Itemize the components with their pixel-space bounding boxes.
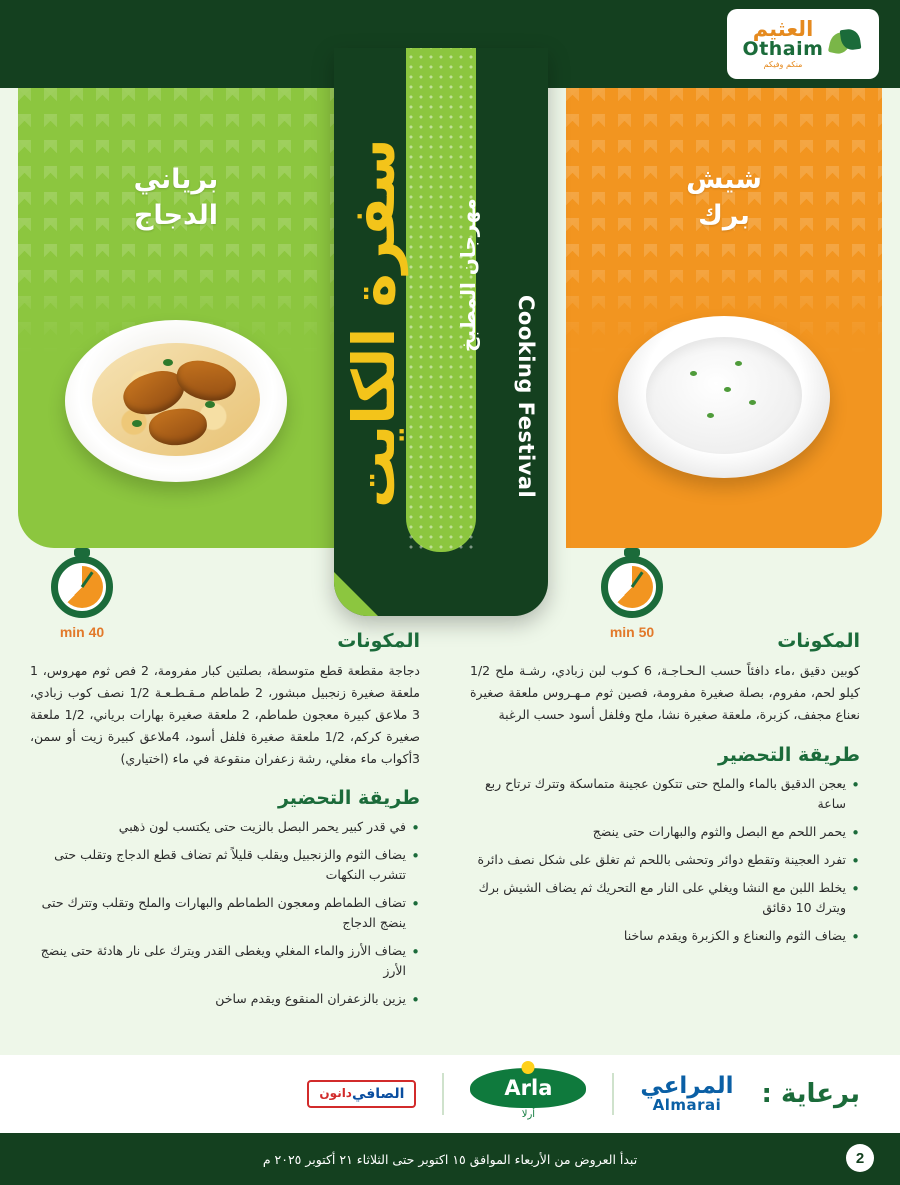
dish-photo-biryani xyxy=(65,320,287,482)
offer-validity-note: تبدأ العروض من الأربعاء الموافق ١٥ اكتوبر حتى الثلاثاء ٢١ أكتوبر ٢٠٢٥ م xyxy=(262,1151,638,1167)
footer-bar xyxy=(0,1133,900,1185)
cook-time-biryani xyxy=(22,556,142,640)
ingredients-text: دجاجة مقطعة قطع متوسطة، بصلتين كبار مفرومة، 2 فص ثوم مهروس، 1 ملعقة صغيرة زنجبيل مبشور، 2 طماطم مـقـطـعـة 1/2 نصف كوب زبادي، 3 ملاعق كبيرة معجون طماطم، 2 ملعقة صغيرة بهارات برياني، 1/2 ملعقة صغيرة كركم، 1/2 ملعقة صغيرة فلفل أسود، 4ملاعق كبيرة زيت أو سمن، 3أكواب ماء مغلي، رشة زعفران منقوعة في ماء (اختياري) xyxy=(30,663,421,766)
cook-time-value: 40 min xyxy=(59,624,105,640)
sponsor-logo-arla[interactable] xyxy=(470,1068,586,1121)
sponsor-logo-safi-danone[interactable] xyxy=(307,1080,416,1108)
recipe-card-shish-barak[interactable] xyxy=(566,88,882,548)
sponsor-name-en: Almarai xyxy=(652,1096,722,1114)
list-item: • تفرد العجينة وتقطع دوائر وتحشى باللحم ثم تغلق على شكل نصف دائرة xyxy=(470,850,860,870)
list-item: • في قدر كبير يحمر البصل بالزيت حتى يكتسب لون ذهبي xyxy=(30,817,420,837)
method-heading: طريقة التحضير xyxy=(717,743,860,766)
list-item: • تضاف الطماطم ومعجون الطماطم والبهارات والملح وتقلب وتترك حتى ينضج الدجاج xyxy=(30,893,420,933)
leaf-icon xyxy=(829,27,863,61)
recipe-text-shish xyxy=(470,630,860,954)
banner-subtitle-ar: مهرجان المطبخ xyxy=(456,198,480,352)
dish-title-line2: الدجاج xyxy=(133,200,219,232)
list-item: • يحمر اللحم مع البصل والثوم والبهارات حتى ينضج xyxy=(470,822,860,842)
sponsor-name-ar: أرلا xyxy=(521,1108,536,1120)
brand-name-en: Othaim xyxy=(742,38,824,61)
banner-title-ar: سفرة الكايت xyxy=(340,138,408,508)
method-heading: طريقة التحضير xyxy=(277,787,420,810)
divider xyxy=(612,1073,614,1115)
dish-title-biryani xyxy=(18,162,334,235)
brand-tagline: منكم وفيكم xyxy=(763,60,803,70)
recipe-card-biryani[interactable] xyxy=(18,88,334,548)
sponsor-logo-almarai[interactable] xyxy=(640,1075,733,1113)
list-item: • يضاف الثوم والنعناع و الكزبرة ويقدم ساخنا xyxy=(470,926,860,946)
list-item: • يضاف الثوم والزنجبيل ويقلب قليلاً ثم تضاف قطع الدجاج وتقلب حتى تتشرب النكهات xyxy=(30,845,420,885)
sponsors-bar xyxy=(0,1055,900,1133)
ingredients-heading: المكونات xyxy=(777,630,860,652)
dish-title-line1: شيش xyxy=(686,164,762,195)
corner-fold-decor xyxy=(334,572,378,616)
sponsors-label: برعاية : xyxy=(761,1079,860,1109)
list-item: • يعجن الدقيق بالماء والملح حتى تتكون عجينة متماسكة وتترك ترتاح ربع ساعة xyxy=(470,774,860,814)
method-steps xyxy=(30,817,420,1009)
recipe-text-biryani xyxy=(30,630,420,1017)
timer-icon xyxy=(601,556,663,618)
ingredients-heading: المكونات xyxy=(337,630,420,652)
timer-icon xyxy=(51,556,113,618)
ingredients-text: كوبين دقيق ،ماء دافئاً حسب الـحـاجـة، 6 كـوب لبن زبادي، رشـة ملح 1/2 كيلو لحم، مفروم، بصلة صغيرة مفرومة، فصين ثوم مـهـروس ملعقة صغيرة نعناع مجفف، كزبرة، ملعقة صغيرة نشا، ملح وفلفل أسود حسب الرغبة xyxy=(470,663,860,722)
festival-banner xyxy=(334,48,548,616)
cook-time-shish xyxy=(572,556,692,640)
sponsor-name-en: دانون xyxy=(319,1086,352,1101)
divider xyxy=(442,1073,444,1115)
sponsor-name-ar: المراعي xyxy=(640,1073,734,1099)
brand-name-ar: العثيم xyxy=(752,17,814,42)
method-steps xyxy=(470,774,860,946)
banner-title-en: Cooking Festival xyxy=(514,294,538,498)
sponsor-name-en: Arla xyxy=(470,1068,586,1108)
dish-title-line1: برياني xyxy=(133,164,219,195)
othaim-logo[interactable] xyxy=(727,9,879,79)
list-item: • يخلط اللبن مع النشا ويغلي على النار مع التحريك ثم يضاف الشيش برك ويترك 10 دقائق xyxy=(470,878,860,918)
sponsor-name-ar: الصافي xyxy=(351,1085,405,1102)
page-number: 2 xyxy=(846,1144,874,1172)
list-item: • يضاف الأرز والماء المغلي ويغطى القدر ويترك على نار هادئة حتى ينضج الأرز xyxy=(30,941,420,981)
cook-time-value: 50 min xyxy=(609,624,655,640)
dish-title-shish xyxy=(566,162,882,235)
dish-photo-shish xyxy=(618,316,830,478)
dish-title-line2: برك xyxy=(698,200,750,232)
list-item: • يزين بالزعفران المنقوع ويقدم ساخن xyxy=(30,989,420,1009)
